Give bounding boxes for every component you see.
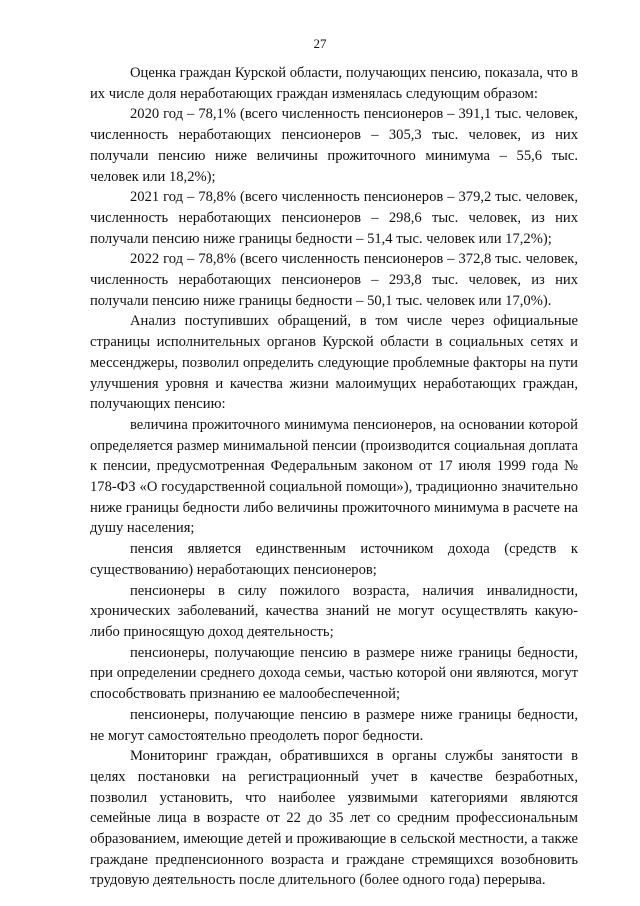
paragraph-factor-single-income: пенсия является единственным источником дохода (средств к существованию) неработающих пенсионеров; [90, 541, 578, 578]
paragraph-factor-subsistence-minimum: величина прожиточного минимума пенсионеров, на основании которой определяется размер минимальной пенсии (производится социальная доплата к пенсии, предусмотренная Федеральным законом от 17 июля 1999 года № 178-ФЗ «О государственной социальной помощи»), традиционно значительно ниже границы бедности либо величины прожиточного минимума в расчете на душу населения; [90, 416, 578, 537]
paragraph-factor-poverty-threshold: пенсионеры, получающие пенсию в размере ниже границы бедности, не могут самостоятельно преодолеть порог бедности. [90, 706, 578, 744]
paragraph-2020: 2020 год – 78,1% (всего численность пенсионеров – 391,1 тыс. человек, численность неработающих пенсионеров – 305,3 тыс. человек, из них получали пенсию ниже величины прожиточного минимума – 55,6 тыс. человек или 18,2%); [90, 106, 578, 185]
paragraph-analysis: Анализ поступивших обращений, в том числе через официальные страницы исполнительных органов Курской области в социальных сетях и мессенджеры, позволил определить следующие проблемные факторы на пути улучшения уровня и качества жизни малоимущих неработающих граждан, получающих пенсию: [90, 313, 578, 413]
paragraph-monitoring: Мониторинг граждан, обратившихся в органы службы занятости в целях постановки на регистрационный учет в качестве безработных, позволил установить, что наиболее уязвимыми категориями являются семейные лица в возрасте от 22 до 35 лет со средним профессиональным образованием, имеющие детей и проживающие в сельской местности, а также граждане предпенсионного возраста и граждане стремящихся возобновить трудовую деятельность после длительного (более одного года) перерыва. [90, 748, 578, 889]
page-number: 27 [313, 36, 327, 51]
paragraph-intro: Оценка граждан Курской области, получающих пенсию, показала, что в их числе доля неработающих граждан изменялась следующим образом: [90, 65, 578, 102]
paragraph-factor-family-income: пенсионеры, получающие пенсию в размере ниже границы бедности, при определении среднего дохода семьи, частью которой они являются, могут способствовать признанию ее малообеспеченной; [90, 644, 578, 703]
paragraph-factor-health: пенсионеры в силу пожилого возраста, наличия инвалидности, хронических заболеваний, качества знаний не могут осуществлять какую-либо приносящую доход деятельность; [90, 582, 578, 640]
paragraph-2022: 2022 год – 78,8% (всего численность пенсионеров – 372,8 тыс. человек, численность неработающих пенсионеров – 293,8 тыс. человек, из них получали пенсию ниже границы бедности – 50,1 тыс. человек или 17,0%). [90, 251, 578, 309]
paragraph-2021: 2021 год – 78,8% (всего численность пенсионеров – 379,2 тыс. человек, численность неработающих пенсионеров – 298,6 тыс. человек, из них получали пенсию ниже границы бедности – 51,4 тыс. человек или 17,2%); [90, 189, 578, 247]
document-body [90, 63, 578, 891]
